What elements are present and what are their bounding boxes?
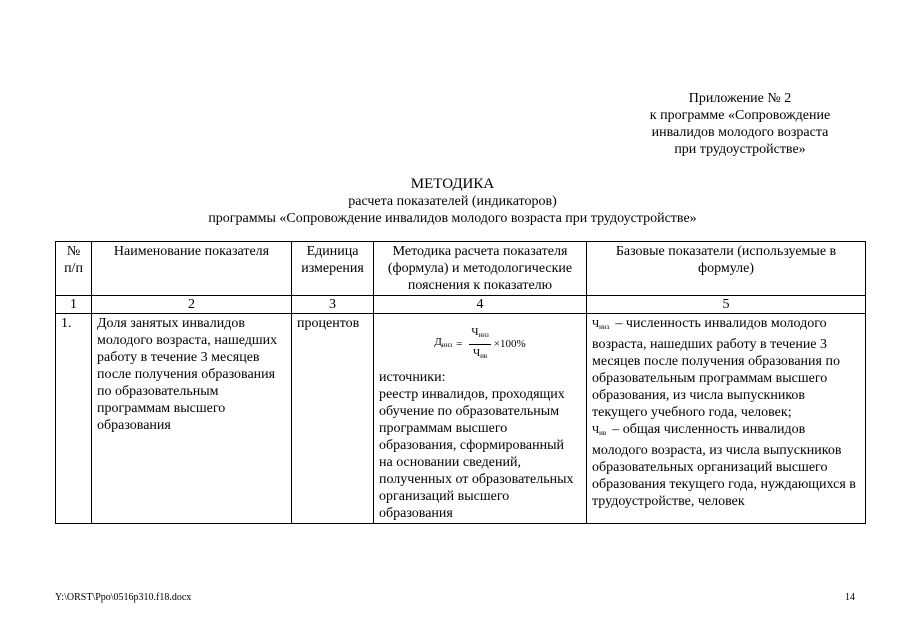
- appendix-line: к программе «Сопровождение: [649, 108, 831, 123]
- header-cell: Методика расчета показателя (формула) и методологические пояснения к показателю: [374, 242, 587, 296]
- header-row: [56, 242, 866, 296]
- base-indicators-cell: [587, 314, 866, 524]
- column-number: 1: [56, 296, 92, 314]
- indicator-table: [55, 241, 866, 524]
- base1-symbol: $Ч_{инз}$: [592, 318, 610, 331]
- file-path: Y:\ORST\Ppo\0516p310.f18.docx: [55, 592, 192, 603]
- page-number: 14: [845, 592, 855, 603]
- column-number: 3: [292, 296, 374, 314]
- indicator-name: Доля занятых инвалидов молодого возраста, нашедших работу в течение 3 месяцев после получения образования по образовательным программам высшего образования: [92, 314, 292, 524]
- column-number: 2: [92, 296, 292, 314]
- formula-fraction: $\frac{Ч_{инз}}{Ч_{ив}}$: [471, 325, 489, 360]
- method-cell: [374, 314, 587, 524]
- table-row: [56, 314, 866, 524]
- formula: $Д_{инз}$ = $\frac{Ч_{инз}}{Ч_{ив}}$ ×100%: [379, 319, 581, 369]
- appendix-line: при трудоустройстве»: [674, 142, 806, 157]
- column-number-row: [56, 296, 866, 314]
- header-cell: Базовые показатели (используемые в формуле): [587, 242, 866, 296]
- appendix-line: инвалидов молодого возраста: [651, 125, 829, 140]
- base-indicator-1: $Ч_{инз}$ – численность инвалидов молодого возраста, нашедших работу в течение 3 месяцев после получения образования по образовательным программам высшего образования, из числа выпускников текущего учебного года, человек;: [592, 316, 840, 420]
- column-number: 4: [374, 296, 587, 314]
- header-cell: Наименование показателя: [92, 242, 292, 296]
- sources-label: источники:: [379, 370, 446, 385]
- row-number: 1.: [56, 314, 92, 524]
- title-program: программы «Сопровождение инвалидов молодого возраста при трудоустройстве»: [208, 211, 697, 226]
- document-title: [0, 176, 905, 227]
- header-cell: № п/п: [56, 242, 92, 296]
- title-subtitle: расчета показателей (индикаторов): [348, 194, 557, 209]
- column-number: 5: [587, 296, 866, 314]
- formula-multiplier: ×100%: [493, 337, 526, 350]
- sources-text: реестр инвалидов, проходящих обучение по образовательным программам высшего образования, сформированный на основании сведений, полученных от образовательных организаций высшего образования: [379, 387, 574, 521]
- appendix-line: Приложение № 2: [688, 91, 792, 106]
- appendix-block: [570, 90, 905, 158]
- header-cell: Единица измерения: [292, 242, 374, 296]
- title-main: МЕТОДИКА: [410, 176, 495, 192]
- base2-symbol: $Ч_{ив}$: [592, 424, 607, 437]
- base-indicator-2: $Ч_{ив}$ – общая численность инвалидов молодого возраста, из числа выпускников образовательных организаций высшего образования текущего года, нуждающихся в трудоустройстве, человек: [592, 422, 856, 509]
- unit-cell: процентов: [292, 314, 374, 524]
- formula-lhs: $Д_{инз}$: [434, 336, 453, 349]
